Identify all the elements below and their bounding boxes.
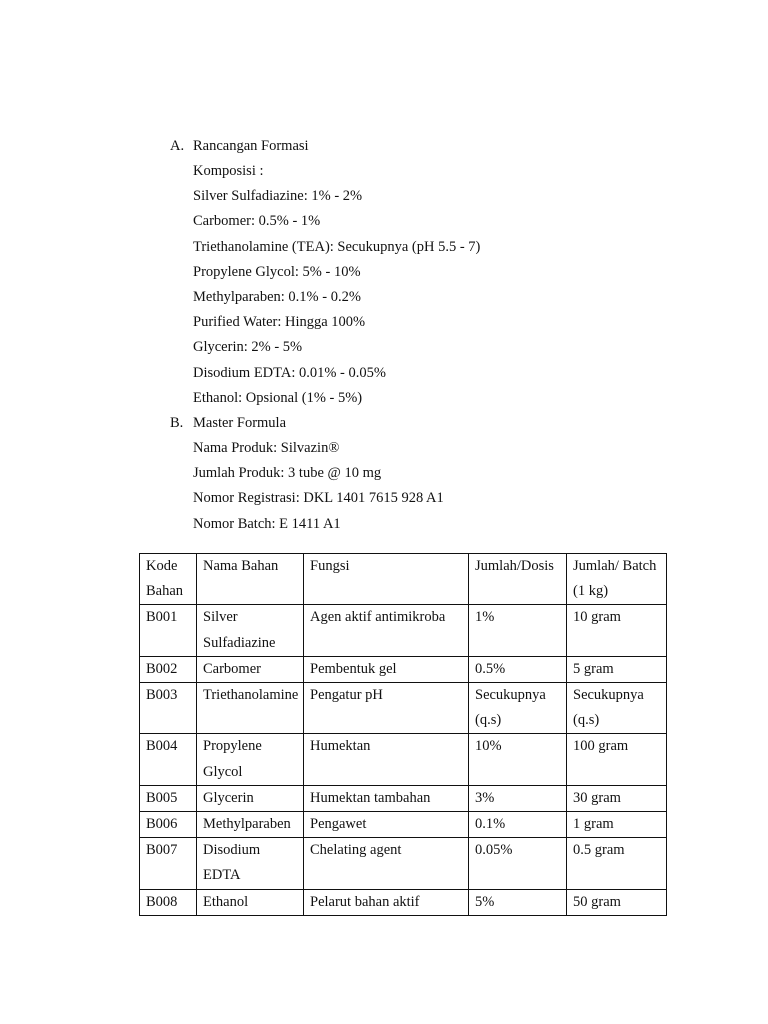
product-info-line: Nomor Registrasi: DKL 1401 7615 928 A1 bbox=[193, 490, 444, 507]
section-title: Master Formula bbox=[193, 415, 287, 431]
table-cell: B004 bbox=[140, 734, 197, 785]
header-cell: Kode Bahan bbox=[140, 554, 197, 605]
table-row bbox=[140, 785, 667, 811]
product-info-line: Nama Produk: Silvazin® bbox=[193, 440, 340, 457]
table-cell: Agen aktif antimikroba bbox=[304, 605, 469, 656]
table-row bbox=[140, 683, 667, 734]
table-cell: Chelating agent bbox=[304, 838, 469, 889]
table-cell: Humektan tambahan bbox=[304, 785, 469, 811]
table-cell: 30 gram bbox=[567, 785, 667, 811]
section-heading bbox=[170, 411, 444, 436]
table-cell: Methylparaben bbox=[197, 812, 304, 838]
composition-line: Ethanol: Opsional (1% - 5%) bbox=[193, 389, 363, 406]
table-row bbox=[140, 812, 667, 838]
table-cell: 0.05% bbox=[469, 838, 567, 889]
table-cell: B005 bbox=[140, 785, 197, 811]
table-cell: 3% bbox=[469, 785, 567, 811]
table-cell: 50 gram bbox=[567, 889, 667, 915]
table-header-row bbox=[140, 554, 667, 605]
table-cell: Disodium EDTA bbox=[197, 838, 304, 889]
table-cell: Triethanolamine bbox=[197, 683, 304, 734]
table-cell: 0.1% bbox=[469, 812, 567, 838]
section-rancangan-formasi bbox=[170, 134, 480, 411]
table-cell: 0.5% bbox=[469, 656, 567, 682]
table-cell: Propylene Glycol bbox=[197, 734, 304, 785]
header-cell: Fungsi bbox=[304, 554, 469, 605]
table-cell: B002 bbox=[140, 656, 197, 682]
table-cell: 0.5 gram bbox=[567, 838, 667, 889]
table-cell: Ethanol bbox=[197, 889, 304, 915]
header-cell: Jumlah/ Batch (1 kg) bbox=[567, 554, 667, 605]
table-cell: Humektan bbox=[304, 734, 469, 785]
header-cell: Jumlah/Dosis bbox=[469, 554, 567, 605]
product-info-line: Jumlah Produk: 3 tube @ 10 mg bbox=[193, 465, 382, 482]
table-cell: Pengawet bbox=[304, 812, 469, 838]
composition-line: Disodium EDTA: 0.01% - 0.05% bbox=[193, 364, 386, 381]
composition-line: Triethanolamine (TEA): Secukupnya (pH 5.5 - 7) bbox=[193, 238, 481, 255]
table-cell: B001 bbox=[140, 605, 197, 656]
table-cell: 5% bbox=[469, 889, 567, 915]
table-cell: 1 gram bbox=[567, 812, 667, 838]
table-row bbox=[140, 656, 667, 682]
table-cell: 10% bbox=[469, 734, 567, 785]
table-row bbox=[140, 838, 667, 889]
section-letter: B. bbox=[170, 415, 184, 431]
table-cell: B006 bbox=[140, 812, 197, 838]
table-cell: Silver Sulfadiazine bbox=[197, 605, 304, 656]
table-cell: Secukupnya (q.s) bbox=[469, 683, 567, 734]
table-cell: B003 bbox=[140, 683, 197, 734]
table-row bbox=[140, 605, 667, 656]
composition-line: Komposisi : bbox=[193, 163, 264, 180]
composition-line: Propylene Glycol: 5% - 10% bbox=[193, 263, 361, 280]
table-cell: 1% bbox=[469, 605, 567, 656]
table-cell: Pembentuk gel bbox=[304, 656, 469, 682]
table-cell: 10 gram bbox=[567, 605, 667, 656]
section-master-formula bbox=[170, 411, 444, 537]
table-cell: 100 gram bbox=[567, 734, 667, 785]
table-cell: B007 bbox=[140, 838, 197, 889]
composition-line: Carbomer: 0.5% - 1% bbox=[193, 213, 321, 230]
table-cell: B008 bbox=[140, 889, 197, 915]
composition-line: Methylparaben: 0.1% - 0.2% bbox=[193, 289, 361, 306]
header-cell: Nama Bahan bbox=[197, 554, 304, 605]
section-heading bbox=[170, 134, 480, 159]
section-letter: A. bbox=[170, 138, 185, 154]
product-info-line: Nomor Batch: E 1411 A1 bbox=[193, 515, 341, 532]
master-formula-table bbox=[139, 553, 667, 916]
composition-line: Silver Sulfadiazine: 1% - 2% bbox=[193, 188, 363, 205]
table-row bbox=[140, 889, 667, 915]
table-cell: Pelarut bahan aktif bbox=[304, 889, 469, 915]
table-cell: Secukupnya (q.s) bbox=[567, 683, 667, 734]
section-title: Rancangan Formasi bbox=[193, 138, 309, 154]
table-cell: 5 gram bbox=[567, 656, 667, 682]
composition-line: Purified Water: Hingga 100% bbox=[193, 314, 366, 331]
table-row bbox=[140, 734, 667, 785]
composition-line: Glycerin: 2% - 5% bbox=[193, 339, 303, 356]
table-cell: Glycerin bbox=[197, 785, 304, 811]
table-cell: Pengatur pH bbox=[304, 683, 469, 734]
table-cell: Carbomer bbox=[197, 656, 304, 682]
